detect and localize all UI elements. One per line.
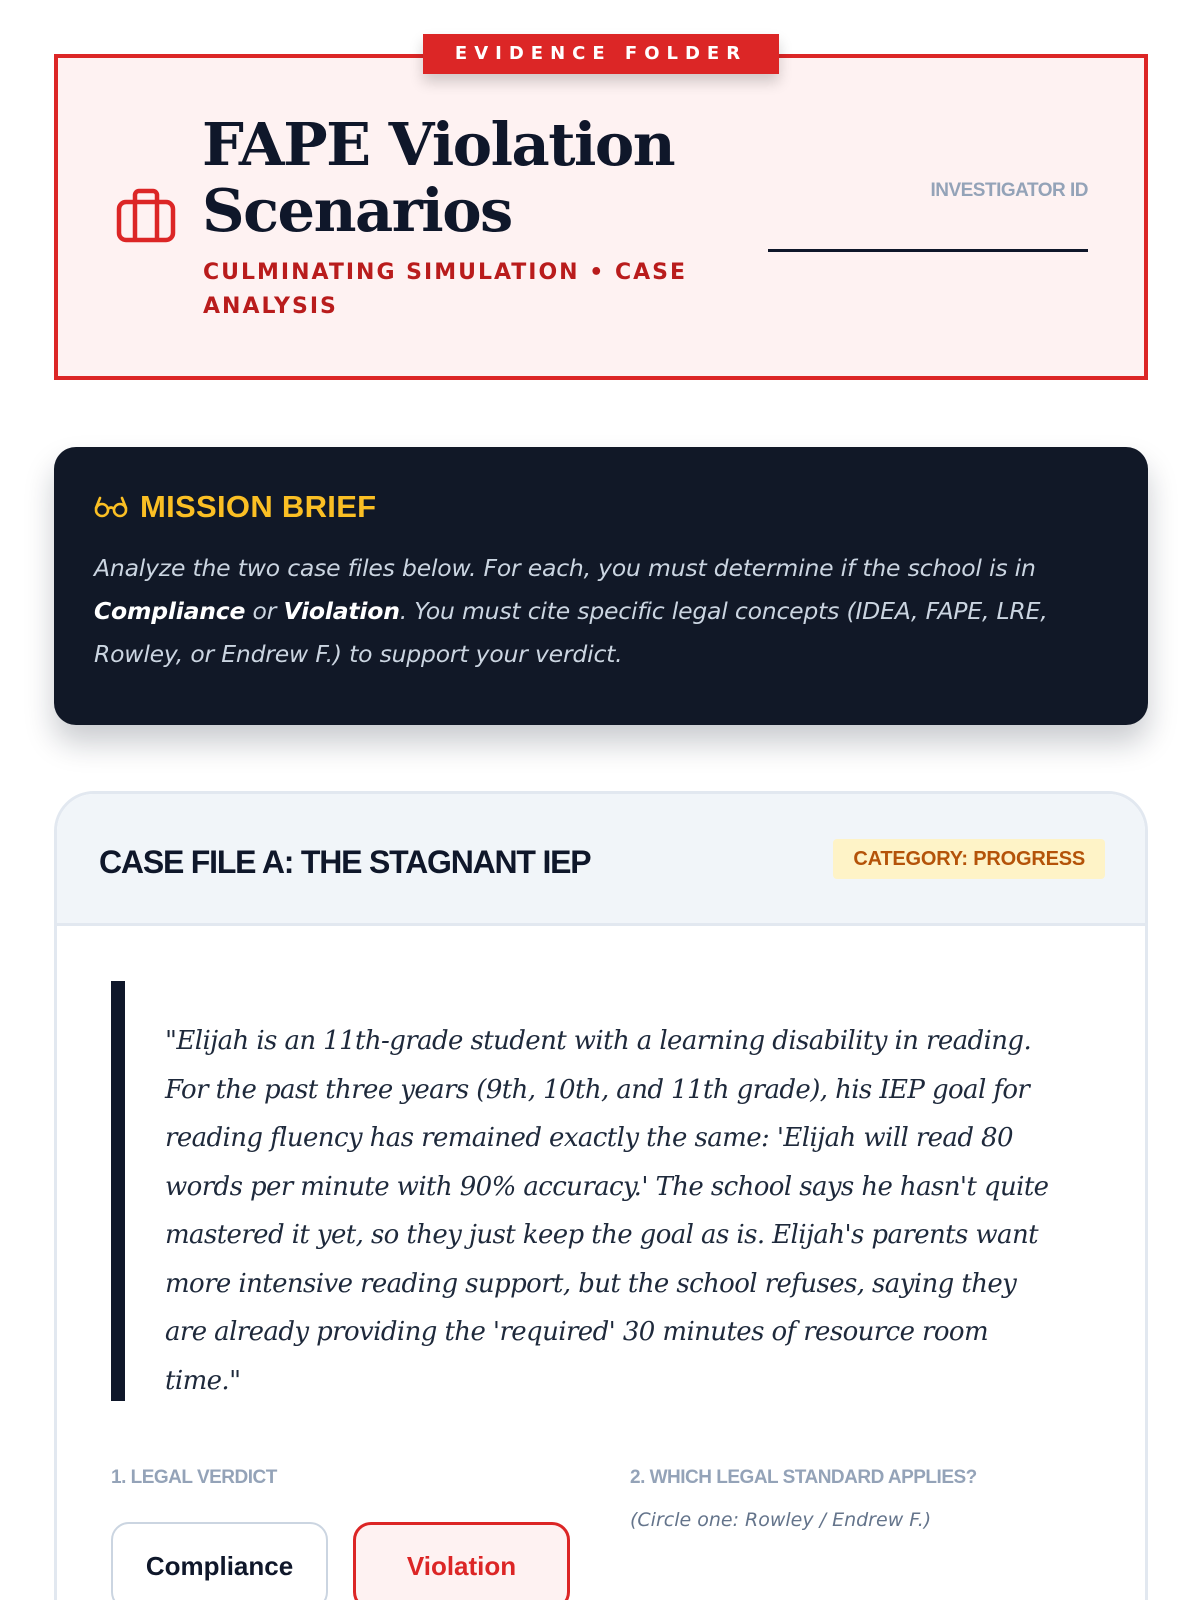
mission-brief — [54, 447, 1148, 725]
brief-term-compliance: Compliance — [94, 597, 246, 625]
legal-standard-hint: (Circle one: Rowley / Endrew F.) — [630, 1509, 932, 1531]
case-file-title: CASE FILE A: THE STAGNANT IEP — [99, 844, 591, 880]
brief-text-part: or — [245, 597, 284, 625]
mission-brief-title: MISSION BRIEF — [140, 489, 377, 524]
category-badge: CATEGORY: PROGRESS — [833, 839, 1105, 879]
glasses-icon — [94, 495, 128, 519]
mission-brief-header — [94, 487, 1108, 527]
brief-text-part: Analyze the two case files below. For each, you must determine if the school is in — [94, 554, 1036, 582]
case-scenario-quote: "Elijah is an 11th-grade student with a learning disability in reading. For the past three years (9th, 10th, and 11th grade), his IEP goal for reading fluency has remained exactly the same: 'Elijah will read 80 words per minute with 90% accuracy.' The school says he hasn't quite mastered it yet, so they just keep the goal as is. Elijah's parents want more intensive reading support, but the school refuses, saying they are already providing the 'required' 30 minutes of resource room time." — [111, 981, 1051, 1401]
brief-text-part: . You must cite specific legal concepts (IDEA, FAPE, LRE, Rowley, or Endrew F.) to support your verdict. — [94, 597, 1048, 668]
mission-brief-text — [94, 547, 1108, 676]
page-title: FAPE Violation Scenarios — [202, 110, 675, 245]
violation-button[interactable]: Violation — [353, 1522, 570, 1600]
investigator-id-label: INVESTIGATOR ID — [930, 180, 1088, 201]
compliance-button[interactable]: Compliance — [111, 1522, 328, 1600]
legal-verdict-label: 1. LEGAL VERDICT — [111, 1467, 277, 1488]
folder-tab: EVIDENCE FOLDER — [423, 34, 779, 74]
briefcase-icon — [116, 188, 176, 244]
page-subtitle: CULMINATING SIMULATION • CASE ANALYSIS — [203, 260, 688, 319]
investigator-id-input[interactable] — [768, 214, 1088, 252]
legal-standard-label: 2. WHICH LEGAL STANDARD APPLIES? — [630, 1467, 977, 1488]
case-file-a-card — [54, 791, 1148, 1600]
case-file-header — [57, 794, 1145, 926]
brief-term-violation: Violation — [283, 597, 400, 625]
